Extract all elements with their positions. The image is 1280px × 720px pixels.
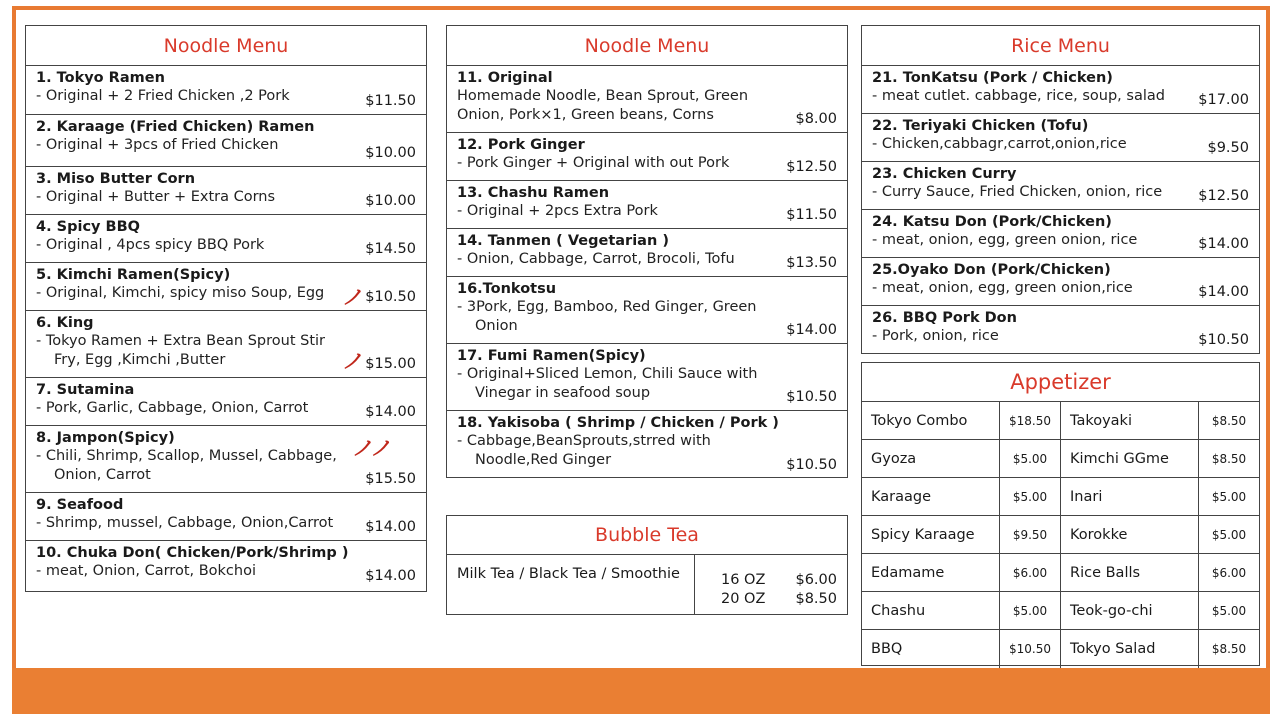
- bubble-tea-desc: Milk Tea / Black Tea / Smoothie: [447, 555, 695, 615]
- menu-item: 17. Fumi Ramen(Spicy) - Original+Sliced Lemon, Chili Sauce with Vinegar in seafood soup $10.50: [447, 344, 847, 411]
- appetizer-row: Chashu $5.00 Teok-go-chi $5.00: [862, 592, 1259, 630]
- orange-frame-right: [1266, 6, 1270, 676]
- bubble-tea-sizes: [695, 555, 785, 615]
- appetizer-title: Appetizer: [862, 363, 1259, 402]
- menu-item: 16.Tonkotsu - 3Pork, Egg, Bamboo, Red Ginger, Green Onion $14.00: [447, 277, 847, 344]
- bubble-tea-box: [446, 515, 848, 615]
- orange-frame-left: [12, 6, 16, 676]
- menu-item: 4. Spicy BBQ - Original , 4pcs spicy BBQ Pork $14.50: [26, 215, 426, 263]
- bubble-tea-body: [447, 555, 847, 615]
- menu-item: 8. Jampon(Spicy) - Chili, Shrimp, Scallop, Mussel, Cabbage, Onion, Carrot ノノ $15.50: [26, 426, 426, 493]
- menu-item: 7. Sutamina - Pork, Garlic, Cabbage, Onion, Carrot $14.00: [26, 378, 426, 426]
- orange-footer-band: [12, 668, 1270, 714]
- noodle-menu-1: [25, 25, 427, 592]
- menu-item: 11. Original Homemade Noodle, Bean Sprout, Green Onion, Pork×1, Green beans, Corns $8.00: [447, 66, 847, 133]
- bubble-tea-prices: [795, 555, 837, 609]
- noodle-menu-2-title: Noodle Menu: [447, 26, 847, 66]
- menu-item: 12. Pork Ginger - Pork Ginger + Original with out Pork $12.50: [447, 133, 847, 181]
- appetizer-row: BBQ $10.50 Tokyo Salad $8.50: [862, 630, 1259, 668]
- size-16oz: 16 OZ: [721, 572, 766, 588]
- menu-item: 5. Kimchi Ramen(Spicy) - Original, Kimchi, spicy miso Soup, Egg ノ $10.50: [26, 263, 426, 311]
- appetizer-row: Spicy Karaage $9.50 Korokke $5.00: [862, 516, 1259, 554]
- bubble-tea-title: Bubble Tea: [447, 516, 847, 555]
- rice-menu: [861, 25, 1260, 354]
- menu-item: 18. Yakisoba ( Shrimp / Chicken / Pork ) - Cabbage,BeanSprouts,strred with Noodle,Red Ginger $10.50: [457, 415, 837, 473]
- noodle-menu-1-title: Noodle Menu: [26, 26, 426, 66]
- appetizer-row: Karaage $5.00 Inari $5.00: [862, 478, 1259, 516]
- rice-menu-title: Rice Menu: [862, 26, 1259, 66]
- menu-item: 13. Chashu Ramen - Original + 2pcs Extra Pork $11.50: [447, 181, 847, 229]
- menu-item: 6. King - Tokyo Ramen + Extra Bean Sprout Stir Fry, Egg ,Kimchi ,Butter ノ $15.00: [26, 311, 426, 378]
- appetizer-row: Gyoza $5.00 Kimchi GGme $8.50: [862, 440, 1259, 478]
- appetizer-row: Edamame $6.00 Rice Balls $6.00: [862, 554, 1259, 592]
- menu-item: 2. Karaage (Fried Chicken) Ramen - Original + 3pcs of Fried Chicken $10.00: [26, 115, 426, 167]
- menu-item: 9. Seafood - Shrimp, mussel, Cabbage, Onion,Carrot $14.00: [26, 493, 426, 541]
- menu-item: 24. Katsu Don (Pork/Chicken) - meat, onion, egg, green onion, rice $14.00: [862, 210, 1259, 258]
- menu-item: 1. Tokyo Ramen - Original + 2 Fried Chicken ,2 Pork $11.50: [26, 66, 426, 115]
- price-20oz: $8.50: [795, 591, 837, 607]
- menu-item: 23. Chicken Curry - Curry Sauce, Fried Chicken, onion, rice $12.50: [862, 162, 1259, 210]
- menu-item: 26. BBQ Pork Don - Pork, onion, rice $10.50: [872, 310, 1249, 348]
- appetizer-box: [861, 362, 1260, 666]
- size-20oz: 20 OZ: [721, 591, 766, 607]
- menu-item: 22. Teriyaki Chicken (Tofu) - Chicken,cabbagr,carrot,onion,rice $9.50: [862, 114, 1259, 162]
- chili-pepper-icon: ノノ: [352, 436, 391, 460]
- chili-pepper-icon: ノ: [342, 349, 362, 373]
- appetizer-row: Tokyo Combo $18.50 Takoyaki $8.50: [862, 402, 1259, 440]
- menu-item: 10. Chuka Don( Chicken/Pork/Shrimp ) - meat, Onion, Carrot, Bokchoi $14.00: [36, 545, 416, 584]
- orange-frame-top: [12, 6, 1270, 10]
- chili-pepper-icon: ノ: [342, 285, 362, 309]
- menu-item: 21. TonKatsu (Pork / Chicken) - meat cutlet. cabbage, rice, soup, salad $17.00: [862, 66, 1259, 114]
- menu-item: 25.Oyako Don (Pork/Chicken) - meat, onion, egg, green onion,rice $14.00: [862, 258, 1259, 306]
- menu-item: 14. Tanmen ( Vegetarian ) - Onion, Cabbage, Carrot, Brocoli, Tofu $13.50: [447, 229, 847, 277]
- price-16oz: $6.00: [795, 572, 837, 588]
- noodle-menu-2: [446, 25, 848, 478]
- menu-item: 3. Miso Butter Corn - Original + Butter + Extra Corns $10.00: [26, 167, 426, 215]
